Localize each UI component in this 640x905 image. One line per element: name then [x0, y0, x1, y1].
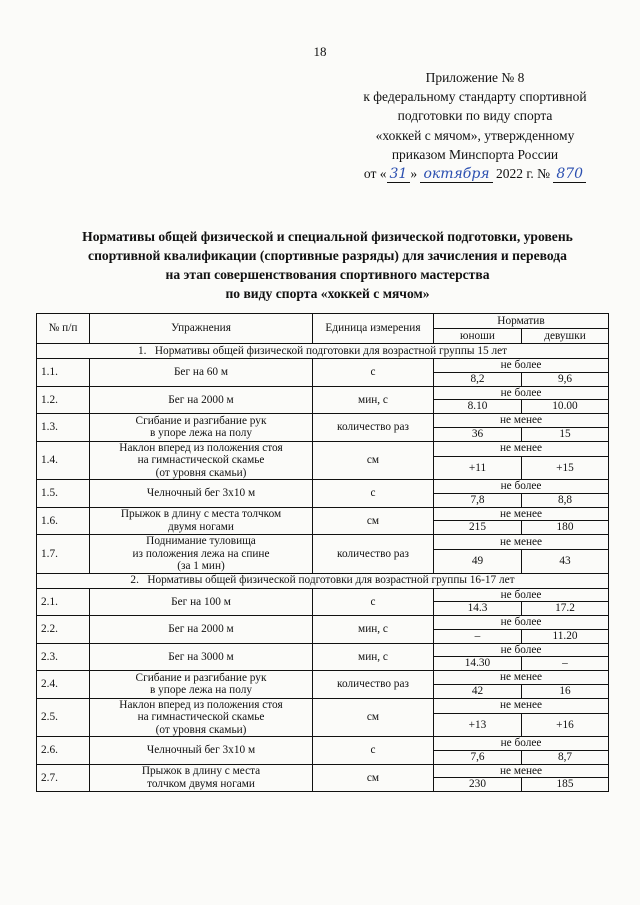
limit-cell: не менее	[434, 764, 609, 778]
exercise-cell	[90, 414, 313, 442]
boys-value: 7,6	[434, 750, 522, 764]
boys-value: 49	[434, 550, 522, 573]
unit-cell: с	[313, 359, 434, 387]
limit-cell: не менее	[434, 535, 609, 550]
exercise-line: на гимнастической скамье	[137, 711, 265, 723]
unit-cell: см	[313, 764, 434, 792]
limit-cell: не менее	[434, 441, 609, 456]
exercise-cell	[90, 698, 313, 737]
boys-value: 8.10	[434, 400, 522, 414]
girls-value: 185	[522, 778, 609, 792]
boys-value: 215	[434, 521, 522, 535]
norms-table	[36, 313, 609, 792]
header-num: № п/п	[37, 314, 90, 344]
row-number: 1.2.	[37, 386, 90, 414]
row-number: 2.7.	[37, 764, 90, 792]
girls-value: 17.2	[522, 602, 609, 616]
boys-value: 7,8	[434, 493, 522, 507]
girls-value: 11.20	[522, 629, 609, 643]
exercise-line: Сгибание и разгибание рук	[135, 671, 267, 684]
limit-cell: не более	[434, 643, 609, 657]
girls-value: 10.00	[522, 400, 609, 414]
boys-value: –	[434, 629, 522, 643]
title-line: на этап совершенствования спортивного мастерства	[165, 267, 490, 282]
limit-cell: не менее	[434, 414, 609, 428]
limit-cell: не более	[434, 616, 609, 630]
girls-value: 15	[522, 427, 609, 441]
exercise-line: в упоре лежа на полу	[150, 684, 252, 697]
girls-value: +16	[522, 713, 609, 736]
row-number: 1.6.	[37, 507, 90, 535]
date-prefix: от «	[363, 166, 387, 182]
row-number: 1.3.	[37, 414, 90, 442]
exercise-cell: Бег на 60 м	[90, 359, 313, 387]
girls-value: 16	[522, 684, 609, 698]
girls-value: 8,8	[522, 493, 609, 507]
limit-cell: не менее	[434, 671, 609, 685]
boys-value: +11	[434, 456, 522, 479]
exercise-cell	[90, 535, 313, 574]
exercise-line: толчком двумя ногами	[147, 777, 255, 790]
boys-value: +13	[434, 713, 522, 736]
date-mid: »	[410, 166, 421, 182]
exercise-line: (от уровня скамьи)	[155, 466, 247, 479]
row-number: 2.4.	[37, 671, 90, 699]
exercise-cell: Бег на 100 м	[90, 588, 313, 616]
unit-cell: количество раз	[313, 414, 434, 442]
unit-cell: см	[313, 698, 434, 737]
exercise-cell: Бег на 2000 м	[90, 386, 313, 414]
girls-value: 180	[522, 521, 609, 535]
title-line: по виду спорта «хоккей с мячом»	[225, 286, 430, 301]
boys-value: 42	[434, 684, 522, 698]
appendix-line: Приложение № 8	[425, 70, 525, 85]
limit-cell: не менее	[434, 698, 609, 713]
exercise-line: Прыжок в длину с места	[141, 765, 261, 778]
girls-value: –	[522, 657, 609, 671]
title-line: спортивной квалификации (спортивные разряды) для зачисления и перевода	[88, 248, 567, 263]
limit-cell: не менее	[434, 507, 609, 521]
section-title: 1. Нормативы общей физической подготовки для возрастной группы 15 лет	[37, 344, 609, 359]
unit-cell: мин, с	[313, 643, 434, 671]
boys-value: 36	[434, 427, 522, 441]
boys-value: 14.3	[434, 602, 522, 616]
exercise-line: Поднимание туловища	[146, 535, 256, 547]
title-line: Нормативы общей физической и специальной физической подготовки, уровень	[82, 229, 573, 244]
boys-value: 14.30	[434, 657, 522, 671]
page-number: 18	[313, 44, 327, 59]
limit-cell: не более	[434, 588, 609, 602]
header-norm: Норматив	[434, 314, 609, 329]
row-number: 2.2.	[37, 616, 90, 644]
row-number: 1.5.	[37, 480, 90, 508]
header-boys: юноши	[434, 329, 522, 344]
appendix-block	[340, 68, 610, 184]
exercise-line: Сгибание и разгибание рук	[135, 414, 267, 427]
exercise-cell: Челночный бег 3x10 м	[90, 737, 313, 765]
unit-cell: с	[313, 480, 434, 508]
row-number: 2.1.	[37, 588, 90, 616]
girls-value: +15	[522, 456, 609, 479]
unit-cell: см	[313, 507, 434, 535]
unit-cell: с	[313, 588, 434, 616]
unit-cell: с	[313, 737, 434, 765]
unit-cell: количество раз	[313, 671, 434, 699]
row-number: 2.6.	[37, 737, 90, 765]
header-girls: девушки	[522, 329, 609, 344]
unit-cell: см	[313, 441, 434, 480]
section-title: 2. Нормативы общей физической подготовки для возрастной группы 16-17 лет	[37, 573, 609, 588]
limit-cell: не более	[434, 480, 609, 494]
exercise-cell	[90, 441, 313, 480]
row-number: 1.7.	[37, 535, 90, 574]
girls-value: 9,6	[522, 372, 609, 386]
appendix-line: «хоккей с мячом», утвержденному	[375, 127, 575, 143]
appendix-line: к федеральному стандарту спортивной	[363, 89, 587, 105]
limit-cell: не более	[434, 386, 609, 400]
exercise-line: (от уровня скамьи)	[155, 723, 247, 736]
date-year: 2022 г. №	[492, 166, 554, 182]
exercise-cell	[90, 507, 313, 535]
row-number: 2.5.	[37, 698, 90, 737]
date-day-handwritten: 31	[387, 166, 411, 183]
boys-value: 8,2	[434, 372, 522, 386]
date-month-handwritten: октября	[420, 166, 492, 183]
header-exercise: Упражнения	[90, 314, 313, 344]
exercise-cell: Бег на 2000 м	[90, 616, 313, 644]
exercise-cell	[90, 671, 313, 699]
exercise-line: в упоре лежа на полу	[150, 427, 252, 440]
exercise-cell	[90, 764, 313, 792]
exercise-line: Наклон вперед из положения стоя	[119, 698, 283, 711]
appendix-date-line	[340, 164, 610, 184]
document-title	[40, 227, 615, 303]
limit-cell: не более	[434, 359, 609, 373]
appendix-line: приказом Минспорта России	[391, 146, 559, 162]
exercise-line: из положения лежа на спине	[132, 547, 270, 560]
exercise-cell: Бег на 3000 м	[90, 643, 313, 671]
unit-cell: количество раз	[313, 535, 434, 574]
exercise-line: Наклон вперед из положения стоя	[119, 441, 283, 454]
appendix-line: подготовки по виду спорта	[397, 108, 553, 124]
exercise-line: двумя ногами	[168, 520, 234, 533]
exercise-line: (за 1 мин)	[177, 560, 225, 572]
limit-cell: не более	[434, 737, 609, 751]
row-number: 2.3.	[37, 643, 90, 671]
row-number: 1.4.	[37, 441, 90, 480]
exercise-line: на гимнастической скамье	[137, 454, 265, 466]
row-number: 1.1.	[37, 359, 90, 387]
unit-cell: мин, с	[313, 386, 434, 414]
unit-cell: мин, с	[313, 616, 434, 644]
exercise-cell: Челночный бег 3x10 м	[90, 480, 313, 508]
order-number-handwritten: 870	[553, 166, 586, 183]
boys-value: 230	[434, 778, 522, 792]
header-unit: Единица измерения	[313, 314, 434, 344]
girls-value: 8,7	[522, 750, 609, 764]
girls-value: 43	[522, 550, 609, 573]
exercise-line: Прыжок в длину с места толчком	[120, 508, 282, 521]
